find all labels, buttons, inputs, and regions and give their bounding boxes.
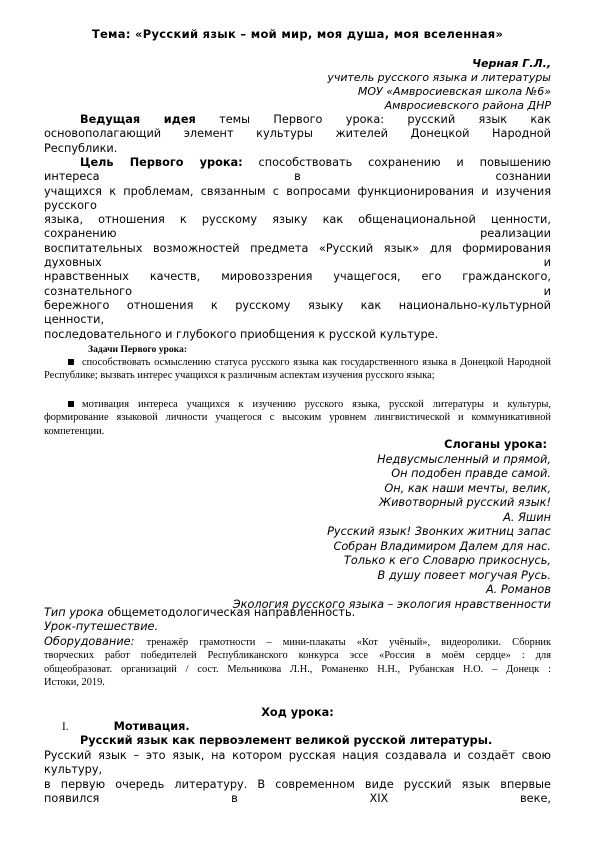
stage-line	[44, 720, 551, 734]
slogans-heading: Слоганы урока:	[444, 438, 547, 451]
course-line: появился в XIX веке,	[44, 791, 551, 805]
course-paragraph	[44, 749, 551, 806]
slogan-author: А. Яшин	[503, 510, 551, 524]
slogan-line: Животворный русский язык!	[378, 496, 551, 509]
slogan-line: Только к его Словарю прикоснусь,	[343, 554, 551, 567]
author-school: МОУ «Амвросиевская школа №6»	[357, 85, 551, 98]
course-line: в первую очередь литературу. В современном виде русский язык впервые	[44, 777, 551, 791]
lesson-type	[44, 606, 551, 620]
goal-line: воспитательных возможностей предмета «Русский язык» для формирования	[44, 241, 551, 255]
author-block	[327, 57, 551, 113]
task-text: мотивация интереса учащихся к изучению русского языка, русской литературы и культуры, формирование языковой личности учащегося с высоким уровнем лингвистической и коммуникативной компетенции.	[44, 399, 551, 437]
goal-line: сознательного и	[44, 284, 551, 298]
slogans-block	[191, 438, 551, 612]
equipment-label: Оборудование:	[44, 635, 135, 648]
stage-numeral: I.	[62, 721, 69, 733]
goal-label: Цель Первого урока:	[80, 156, 243, 169]
equipment-line: творческих работ победителей Республиканского конкурса эссе «Россия в моём сердце» : для	[44, 650, 551, 662]
idea-paragraph	[44, 113, 551, 156]
slogan-line: Экология русского языка – экология нравственности	[232, 597, 551, 611]
course-line: культуру,	[44, 763, 103, 777]
idea-label: Ведущая идея	[80, 113, 196, 126]
goal-line: учащихся к проблемам, связанным с вопросами функционирования и изучения	[44, 184, 551, 198]
page-title: Тема: «Русский язык – мой мир, моя душа, моя вселенная»	[91, 27, 504, 41]
course-subheading: Русский язык как первоэлемент великой русской литературы.	[80, 734, 493, 747]
equipment-line: тренажёр грамотности – мини-плакаты «Кот учёный», видеоролики. Сборник	[146, 637, 551, 648]
task-item	[44, 398, 551, 438]
goal-line: сохранению реализации	[44, 227, 551, 241]
slogan-line: Собран Владимиром Далем для нас.	[333, 539, 551, 553]
goal-line: духовных и	[44, 256, 551, 270]
task-text: способствовать осмыслению статуса русского языка как государственного языка в Донецкой Народной Республике; вызвать интерес учащихся к различным аспектам изучения русского языка;	[44, 357, 551, 382]
author-name: Черная Г.Л.,	[472, 57, 551, 70]
goal-line: последовательного и глубокого приобщения к русской культуре.	[44, 327, 439, 341]
slogan-line: Русский язык! Звонких житниц запас	[327, 525, 551, 538]
author-district: Амвросиевского района ДНР	[384, 99, 551, 112]
slogan-author: А. Романов	[485, 583, 551, 596]
goal-paragraph	[44, 156, 551, 342]
idea-line: основополагающий элемент культуры жителей Донецкой Народной	[44, 127, 551, 141]
bullet-square-icon	[68, 401, 74, 407]
tasks-heading: Задачи Первого урока:	[88, 344, 188, 355]
bullet-square-icon	[68, 359, 74, 365]
lesson-type-label: Тип урока	[44, 606, 104, 619]
goal-line: нравственных качеств, мировоззрения учащегося, его гражданского,	[44, 270, 551, 284]
slogan-line: Он подобен правде самой.	[391, 467, 551, 480]
lesson-type-text: общеметодологическая направленность.	[103, 606, 356, 619]
goal-line: способствовать сохранению и повышению	[258, 156, 551, 169]
task-item	[44, 356, 551, 383]
course-line: Русский язык – это язык, на котором русская нация создавала и создаёт свою	[44, 749, 551, 762]
equipment-line: Истоки, 2019.	[44, 677, 105, 689]
slogan-line: Недвусмысленный и прямой,	[377, 452, 551, 466]
slogan-line: В душу повеет могучая Русь.	[377, 568, 551, 582]
goal-line: ценности,	[44, 313, 105, 327]
lesson-form: Урок-путешествие.	[44, 620, 159, 633]
goal-line: интереса в сознании	[44, 170, 551, 184]
goal-line: бережного отношения к русскому языку как национально-культурной	[44, 298, 551, 312]
slogan-line: Он, как наши мечты, велик,	[384, 481, 551, 495]
equipment-paragraph	[44, 635, 551, 690]
stage-title: Мотивация.	[113, 720, 190, 733]
goal-line: языка, отношения к русскому языку как общенациональной ценности,	[44, 213, 551, 227]
author-position: учитель русского языка и литературы	[327, 71, 551, 84]
equipment-line: общеобразоват. организаций / сост. Мельникова Л.Н., Романенко Н.Н., Рубанская Н.О. – Донецк :	[44, 663, 551, 675]
idea-line: Республики.	[44, 141, 118, 155]
goal-line: русского	[44, 198, 97, 212]
idea-line: темы Первого урока: русский язык как	[219, 113, 552, 126]
course-heading: Ход урока:	[261, 706, 334, 719]
